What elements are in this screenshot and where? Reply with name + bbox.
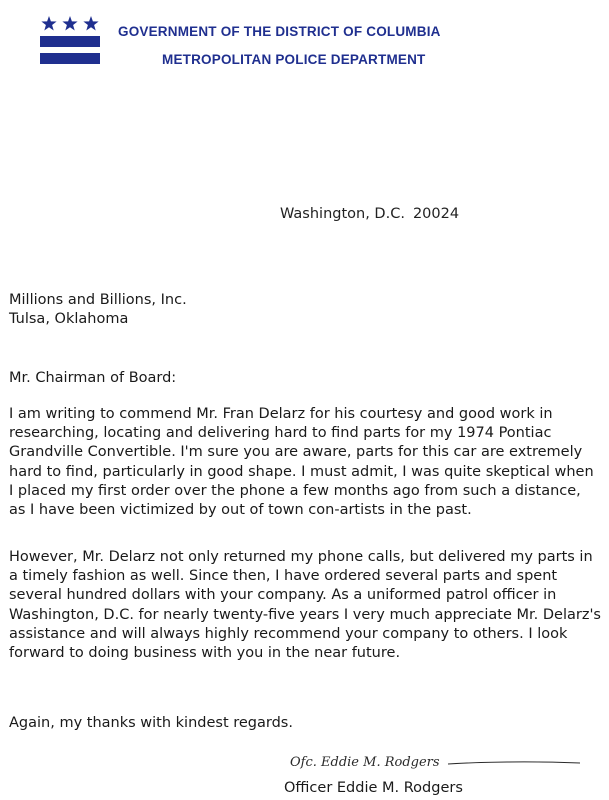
dateline-zip: 20024 (412, 206, 460, 222)
letterhead-government-title: GOVERNMENT OF THE DISTRICT OF COLUMBIA (118, 24, 441, 39)
dateline (280, 206, 459, 222)
signer-name: Officer Eddie M. Rodgers (284, 780, 463, 796)
handwritten-signature (280, 750, 600, 776)
dc-flag-logo (40, 14, 100, 68)
recipient-address (9, 291, 187, 329)
letterhead-department-title: METROPOLITAN POLICE DEPARTMENT (162, 52, 426, 67)
recipient-location: Tulsa, Oklahoma (9, 311, 129, 327)
letter-paragraph: However, Mr. Delarz not only returned my phone calls, but delivered my parts in a timely fashion as well. Since then, I have ordered several parts and spent several hundred dollars with your company. As a uniformed patrol officer in Washington, D.C. for nearly twenty-five years I very much appreciate Mr. Delarz's assistance and will always highly recommend your company to others. I look forward to doing business with you in the near future. (9, 549, 601, 662)
signature-block (280, 750, 600, 800)
letter-paragraph: I am writing to commend Mr. Fran Delarz for his courtesy and good work in researching, locating and delivering hard to find parts for my 1974 Pontiac Grandville Convertible. I'm sure you are aware, parts for this car are extremely hard to find, particularly in good shape. I must admit, I was quite skeptical when I placed my first order over the phone a few months ago from such a distance, as I have been victimized by out of town con-artists in the past. (9, 406, 594, 519)
dateline-city: Washington, D.C. (280, 206, 405, 222)
salutation: Mr. Chairman of Board: (9, 370, 177, 386)
letterhead (36, 10, 596, 70)
closing: Again, my thanks with kindest regards. (9, 715, 293, 731)
recipient-company: Millions and Billions, Inc. (9, 292, 187, 308)
signature-script: Ofc. Eddie M. Rodgers (290, 755, 440, 770)
